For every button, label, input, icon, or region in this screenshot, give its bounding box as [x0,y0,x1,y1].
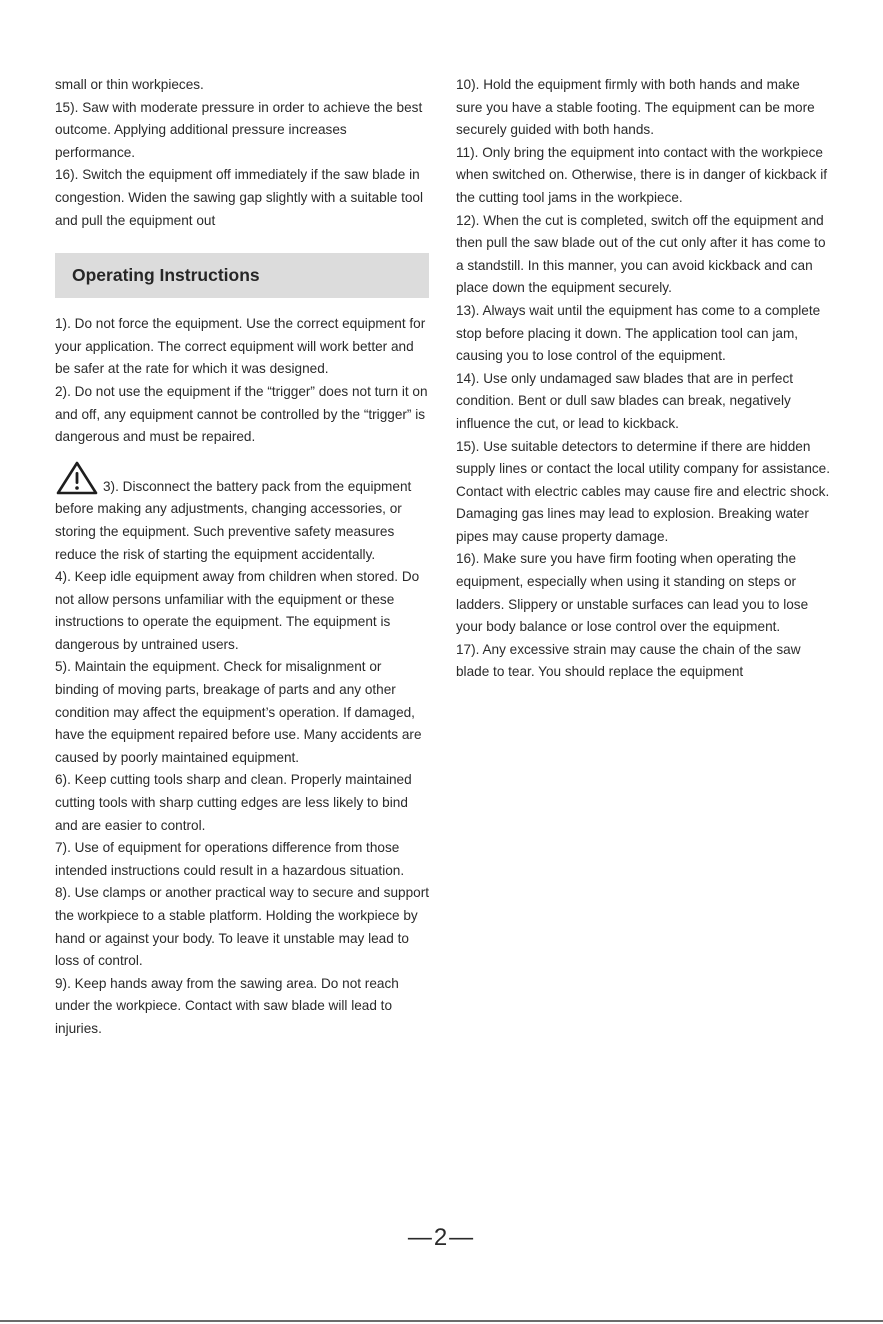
item-2: 2). Do not use the equipment if the “trigger” does not turn it on and off, any equipment cannot be controlled by the “trigger” is dangerous and must be repaired. [55,383,428,445]
item-17: 17). Any excessive strain may cause the chain of the saw blade to tear. You should replace the equipment [456,641,801,680]
warning-triangle-icon [55,461,99,495]
item-15-left: 15). Saw with moderate pressure in order to achieve the best outcome. Applying additional pressure increases performance. [55,99,423,160]
item-15: 15). Use suitable detectors to determine if there are hidden supply lines or contact the local utility company for assistance. Contact with electric cables may cause fire and electric shock. Damaging gas lines may lead to explosion. Breaking water pipes may cause property damage. [456,438,831,544]
page-footer [0,1224,883,1252]
item-7: 7). Use of equipment for operations difference from those intended instructions could result in a hazardous situation. [55,840,405,878]
item-10: 10). Hold the equipment firmly with both hands and make sure you have a stable footing. The equipment can be more securely guided with both hands. [456,77,815,138]
item-4: 4). Keep idle equipment away from children when stored. Do not allow persons unfamiliar with the equipment or these instructions to operate the equipment. The equipment is dangerous by untrained users. [55,569,420,652]
item-5: 5). Maintain the equipment. Check for misalignment or binding of moving parts, breakage of parts and any other condition may affect the equipment’s operation. If damaged, have the equipment repaired before use. Many accidents are caused by poorly maintained equipment. [55,659,422,765]
item-1: 1). Do not force the equipment. Use the correct equipment for your application. The correct equipment will work better and be safer at the rate for which it was designed. [55,316,426,377]
item-12: 12). When the cut is completed, switch off the equipment and then pull the saw blade out of the cut only after it has come to a standstill. In this manner, you can avoid kickback and can place down the equipment securely. [456,212,826,296]
item-6: 6). Keep cutting tools sharp and clean. Properly maintained cutting tools with sharp cutting edges are less likely to bind and are easier to control. [55,772,412,833]
item-9: 9). Keep hands away from the sawing area. Do not reach under the workpiece. Contact with saw blade will lead to injuries. [55,975,399,1036]
item-11: 11). Only bring the equipment into contact with the workpiece when switched on. Otherwise, there is in danger of kickback if the cutting tool jams in the workpiece. [456,144,827,205]
continued-paragraph: small or thin workpieces. [55,77,204,92]
item-13: 13). Always wait until the equipment has come to a complete stop before placing it down. The application tool can jam, causing you to lose control of the equipment. [456,302,821,364]
bottom-divider [0,1320,883,1322]
item-16: 16). Make sure you have firm footing when operating the equipment, especially when using it standing on steps or ladders. Slippery or unstable surfaces can lead you to lose your body balance or lose control over the equipment. [456,551,809,635]
item-14: 14). Use only undamaged saw blades that are in perfect condition. Bent or dull saw blades can break, negatively influence the cut, or lead to kickback. [456,370,794,431]
left-column [55,74,429,1041]
item-3 [55,461,429,566]
item-16-left: 16). Switch the equipment off immediately if the saw blade in congestion. Widen the sawing gap slightly with a suitable tool and pull the equipment out [55,167,424,228]
item-3-text: 3). Disconnect the battery pack from the equipment before making any adjustments, changing accessories, or storing the equipment. Such preventive safety measures reduce the risk of starting the equipment accidentally. [55,478,412,562]
section-header [55,253,429,298]
page-number: —2— [407,1224,476,1251]
right-column [456,74,830,684]
section-title: Operating Instructions [72,265,260,286]
item-8: 8). Use clamps or another practical way to secure and support the workpiece to a stable platform. Holding the workpiece by hand or against your body. To leave it unstable may lead to loss of control. [55,885,430,969]
